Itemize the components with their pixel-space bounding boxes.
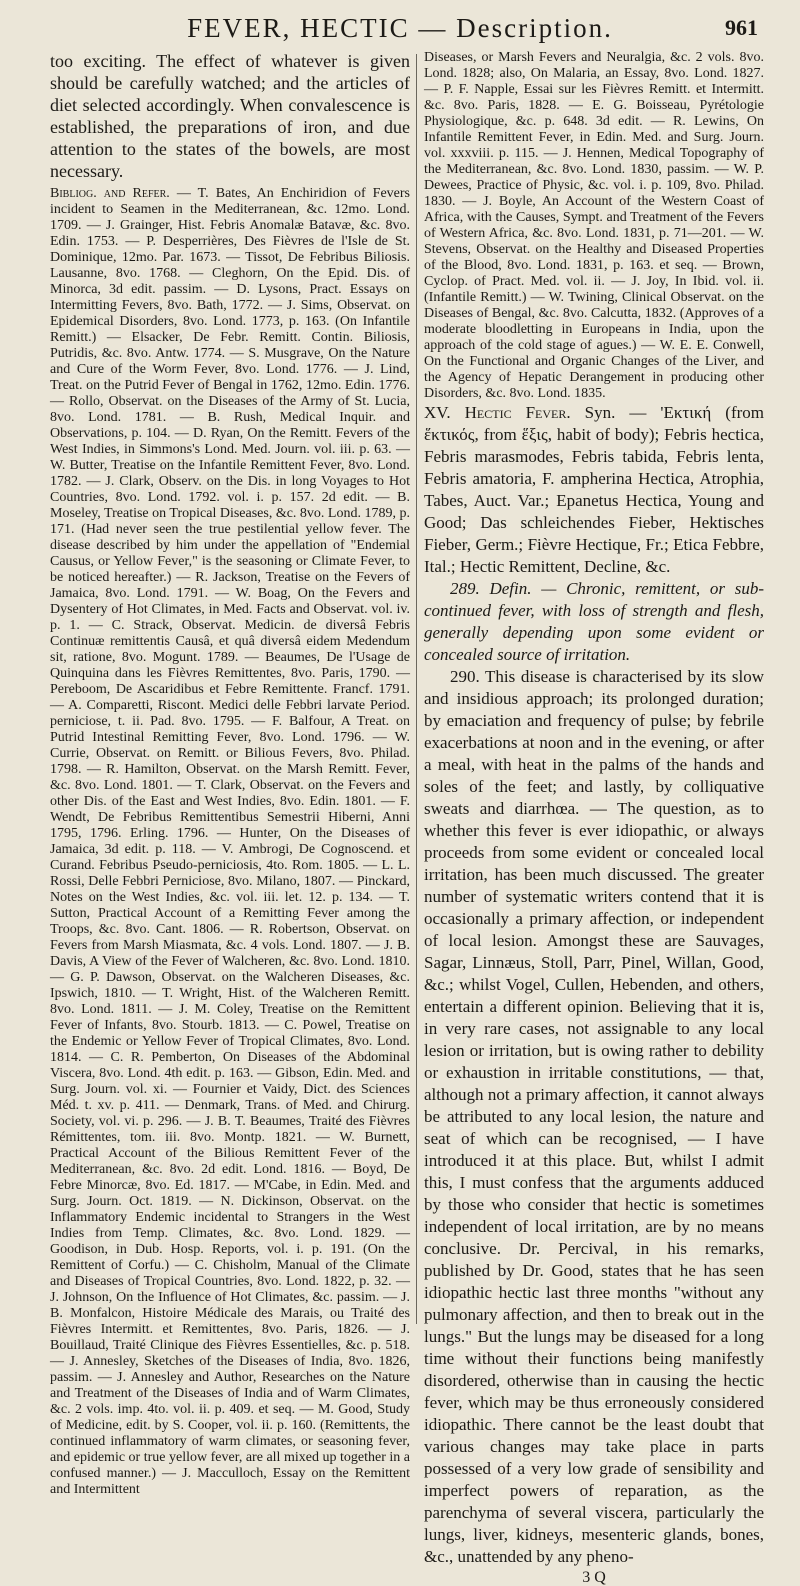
description-paragraph: 290. This disease is characterised by its slow and insidious approach; its prolonged duration; by emaciation and frequency of pulse; by febrile exacerbations at noon and in the evening, or after a meal, with heat in the palms of the hands and soles of the feet; and lastly, by colliquative sweats and diarrhœa. — The question, as to whether this fever is ever idiopathic, or always proceeds from some evident or concealed local irritation, has been much discussed. The greater number of systematic writers contend that it is occasionally a primary affection, or independent of local lesion. Amongst these are Sauvages, Sagar, Linnæus, Stoll, Parr, Pinel, Willan, Good, &c.; whilst Vogel, Cullen, Hebenden, and others, entertain a different opinion. Believing that it is, in very rare cases, not assignable to any local lesion or irritation, but is owing rather to debility or exhaustion in irritable constitutions, — that, although not a primary affection, it cannot always be attributed to any local lesion, the nature and seat of which can be recognised, — I have introduced it at this place. But, whilst I admit this, I must confess that the arguments adduced by those who consider that hectic is sometimes independent of local irritation, are by no means conclusive. Dr. Percival, in his remarks, published by Dr. Good, states that he has seen idiopathic hectic last three months "without any pulmonary affection, and then to break out in the lungs." But the lungs may be diseased for a long time without their functions being manifestly disordered, otherwise than in causing the hectic fever, which may be thus erroneously considered idiopathic. There cannot be the least doubt that various changes may take place in parts possessed of a very low grade of sensibility and imperfect powers of reparation, as the parenchyma of several viscera, particularly the lungs, liver, kidneys, mesenteric glands, bones, &c., unattended by any pheno- bbox=[424, 667, 764, 1566]
bibliography-paragraph bbox=[50, 186, 410, 1498]
page-number: 961 bbox=[725, 15, 758, 40]
section-heading: XV. Hectic Fever. bbox=[424, 403, 571, 422]
column-divider bbox=[416, 54, 417, 1324]
signature-mark: 3 Q bbox=[582, 1569, 606, 1586]
running-header bbox=[0, 8, 800, 48]
intro-paragraph: too exciting. The effect of whatever is given should be carefully watched; and the articles of diet selected accordingly. When convalescence is established, the preparations of iron, and due attention to the states of the bowels, are most necessary. bbox=[50, 51, 410, 181]
bibliography-continued: Diseases, or Marsh Fevers and Neuralgia, &c. 2 vols. 8vo. Lond. 1828; also, On Malaria, an Essay, 8vo. Lond. 1827. — P. F. Napple, Essai sur les Fièvres Remitt. et Intermitt. &c. 8vo. Paris, 1828. — E. G. Boisseau, Pyrétologie Physiologique, &c. p. 648. 3d edit. — R. Lewins, On Infantile Remittent Fever, in Edin. Med. and Surg. Journ. vol. xxxviii. p. 115. — J. Hennen, Medical Topography of the Mediterranean, &c. 8vo. Lond. 1830, passim. — W. P. Dewees, Practice of Physic, &c. vol. i. p. 109, 8vo. Philad. 1830. — J. Boyle, An Account of the Western Coast of Africa, with the Causes, Sympt. and Treatment of the Fevers of Western Africa, &c. 8vo. Lond. 1831, p. 71—201. — W. Stevens, Observat. on the Healthy and Diseased Properties of the Blood, 8vo. Lond. 1831, p. 163. et seq. — Brown, Cyclop. of Pract. Med. vol. ii. — J. Joy, In Ibid. vol. ii. (Infantile Remitt.) — W. Twining, Clinical Observat. on the Diseases of Bengal, &c. 8vo. Calcutta, 1832. (Approves of a moderate bloodletting in Europeans in India, upon the approach of the cold stage of agues.) — W. E. E. Conwell, On the Functional and Organic Changes of the Liver, and the Agency of Hepatic Derangement in producing other Disorders, &c. 8vo. Lond. 1835. bbox=[424, 50, 764, 401]
section-heading-paragraph bbox=[424, 402, 764, 578]
right-column bbox=[424, 50, 764, 1586]
bibliography-text: — T. Bates, An Enchiridion of Fevers incident to Seamen in the Mediterranean, &c. 12mo. Lond. 1709. — J. Grainger, Hist. Febris Anomalæ Batavæ, &c. 8vo. Edin. 1753. — P. Desperrières, Des Fièvres de l'Isle de St. Dominique, 12mo. Par. 1673. — Tissot, De Febribus Biliosis. Lausanne, 8vo. 1768. — Cleghorn, On the Epid. Dis. of Minorca, 3d edit. passim. — D. Lysons, Pract. Essays on Intermitting Fevers, 8vo. Bath, 1772. — J. Sims, Observat. on Epidemical Disorders, 8vo. Lond. 1773, p. 163. (On Infantile Remitt.) — Elsacker, De Febr. Remitt. Contin. Biliosis, Putridis, &c. 8vo. Antw. 1774. — S. Musgrave, On the Nature and Cure of the Worm Fever, 8vo. Lond. 1776. — J. Lind, Treat. on the Putrid Fever of Bengal in 1762, 12mo. Edin. 1776. — Rollo, Observat. on the Diseases of the Army of St. Lucia, 8vo. Lond. 1781. — B. Rush, Medical Inquir. and Observations, p. 104. — D. Ryan, On the Remitt. Fevers of the West Indies, in Simmons's Lond. Med. Journ. vol. iii. p. 63. — W. Butter, Treatise on the Infantile Remittent Fever, 8vo. Lond. 1782. — J. Clark, Observ. on the Dis. in long Voyages to Hot Countries, 8vo. Lond. 1792. vol. i. p. 157. 2d edit. — B. Moseley, Treatise on Tropical Diseases, &c. 8vo. Lond. 1789, p. 171. (Had never seen the true pestilential yellow fever. The disease described by him under the appellation of "Endemial Causus, or Yellow Fever," is the seasoning or Climate Fever, to be noticed hereafter.) — R. Jackson, Treatise on the Fevers of Jamaica, 8vo. Lond. 1791. — W. Boag, On the Fevers and Dysentery of Hot Climates, in Med. Facts and Observat. vol. iv. p. 1. — C. Strack, Observat. Medicin. de diversâ Febris Continuæ remittentis Causâ, et quâ diversâ eidem Medendum sit, ratione, 8vo. Mogunt. 1789. — Beaumes, De l'Usage de Quinquina dans les Fièvres Remittentes, 8vo. Paris, 1790. — Pereboom, De Ascaridibus et Febre Remittente. Francf. 1791. — A. Comparetti, Riscont. Medici delle Febbri larvate Period. perniciose, t. ii. Pad. 8vo. 1795. — F. Balfour, A Treat. on Putrid Intestinal Remitting Fever, 8vo. Lond. 1796. — W. Currie, Observat. on Remitt. or Bilious Fevers, 8vo. Philad. 1798. — R. Hamilton, Observat. on the Marsh Remitt. Fever, &c. 8vo. Lond. 1801. — T. Clark, Observat. on the Fevers and other Dis. of the East and West Indies, 8vo. Edin. 1801. — F. Wendt, De Febribus Remittentibus Semestrii Hiberni, Anni 1795, 1796. Erling. 1796. — Hunter, On the Diseases of Jamaica, 3d edit. p. 118. — V. Ambrogi, De Cognoscend. et Curand. Febribus Pseudo-perniciosis, 4to. Rom. 1805. — L. L. Rossi, Delle Febbri Perniciose, 8vo. Milano, 1807. — Pinckard, Notes on the West Indies, &c. vol. iii. let. 12. p. 134. — T. Sutton, Practical Account of a Remitting Fever among the Troops, &c. 8vo. Cant. 1806. — R. Robertson, Observat. on Fevers from Marsh Miasmata, &c. 4 vols. Lond. 1807. — J. B. Davis, A View of the Fever of Walcheren, &c. 8vo. Lond. 1810. — G. P. Dawson, Observat. on the Walcheren Diseases, &c. Ipswich, 1810. — T. Wright, Hist. of the Walcheren Remitt. 8vo. Lond. 1811. — J. M. Coley, Treatise on the Remittent Fever of Infants, 8vo. Stourb. 1813. — C. Powel, Treatise on the Endemic or Yellow Fever of Tropical Climates, 8vo. Lond. 1814. — C. R. Pemberton, On Diseases of the Abdominal Viscera, 8vo. Lond. 4th edit. p. 163. — Gibson, Edin. Med. and Surg. Journ. vol. xi. — Fournier et Vaidy, Dict. des Sciences Méd. t. xv. p. 411. — Denmark, Trans. of Med. and Chirurg. Society, vol. vi. p. 296. — J. B. T. Beaumes, Traité des Fièvres Rémittentes, tom. iii. 8vo. Montp. 1821. — W. Burnett, Practical Account of the Bilious Remittent Fever of the Mediterranean, &c. 8vo. 2d edit. Lond. 1816. — Boyd, De Febre Minorcæ, 8vo. Ed. 1817. — M'Cabe, in Edin. Med. and Surg. Journ. Oct. 1819. — N. Dickinson, Observat. on the Inflammatory Endemic incidental to Strangers in the West Indies from Temp. Climates, &c. 8vo. Lond. 1829. — Goodison, in Dub. Hosp. Reports, vol. i. p. 191. (On the Remittent of Corfu.) — C. Chisholm, Manual of the Climate and Diseases of Tropical Countries, 8vo. Lond. 1822, p. 32. — J. Johnson, On the Influence of Hot Climates, &c. passim. — J. B. Monfalcon, Histoire Médicale des Marais, ou Traité des Fièvres Intermitt. et Remittentes, 8vo. Paris, 1826. — J. Bouillaud, Traité Clinique des Fièvres Essentielles, &c. p. 518. — J. Annesley, Sketches of the Diseases of India, 8vo. 1826, passim. — J. Annesley and Author, Researches on the Nature and Treatment of the Diseases of India and of Warm Climates, &c. 2 vols. imp. 4to. vol. ii. p. 409. et seq. — M. Good, Study of Medicine, edit. by S. Cooper, vol. ii. p. 160. (Remittents, the continued inflammatory of warm climates, or seasoning fever, and epidemic or true yellow fever, are all mixed up together in a confused manner.) — J. Macculloch, Essay on the Remittent and Intermittent bbox=[50, 186, 410, 1497]
definition-paragraph: 289. Defin. — Chronic, remittent, or sub-continued fever, with loss of strength and flesh, generally depending upon some evident or concealed source of irritation. bbox=[424, 579, 764, 664]
bibliography-label: Bibliog. and Refer. bbox=[50, 186, 170, 201]
left-column bbox=[50, 50, 410, 1497]
running-head: FEVER, HECTIC — Description. bbox=[187, 13, 613, 43]
synonyms-text: Syn. — 'Εκτική (from ἕκτικός, from ἕξις, habit of body); Febris hectica, Febris marasmodes, Febris tabida, Febris lenta, Febris amatoria, F. ampherina Hectica, Atrophia, Tabes, Auct. Var.; Epanetus Hectica, Young and Good; Das schleichendes Fieber, Hektisches Fieber, Germ.; Fièvre Hectique, Fr.; Etica Febbre, Ital.; Hectic Remittent, Decline, &c. bbox=[424, 403, 764, 576]
